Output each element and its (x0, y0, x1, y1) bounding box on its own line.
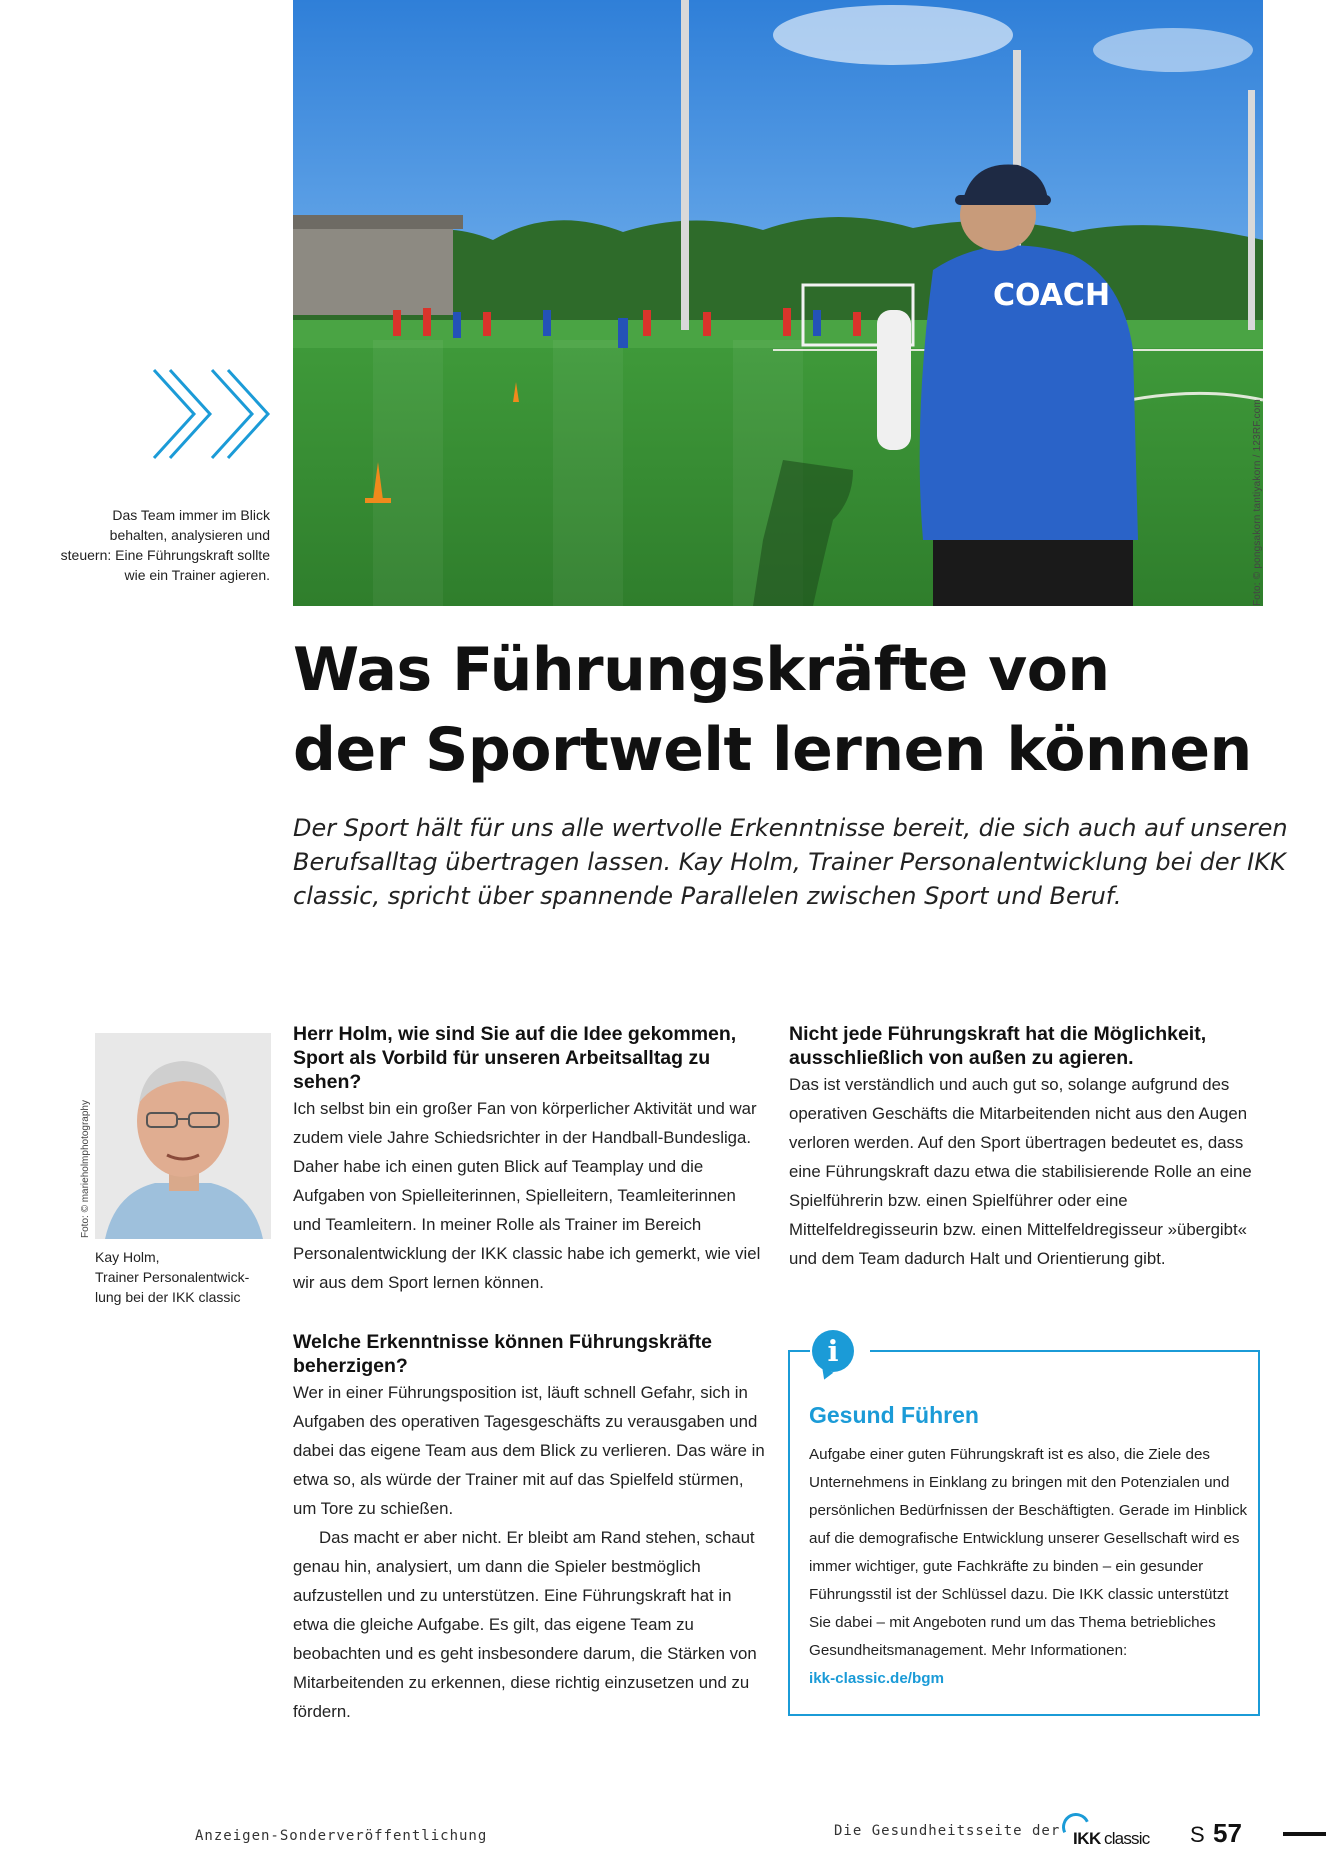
portrait-caption (95, 1247, 275, 1307)
interview-block-2 (293, 1330, 767, 1726)
ikk-logo-light: classic (1104, 1829, 1150, 1848)
answer-2-paragraph-1: Wer in einer Führungsposition ist, läuft schnell Gefahr, sich in Aufgaben des operativen Tagesgeschäfts zu verausgaben und dabei das eigene Team aus dem Blick zu verlieren. Das wäre in etwa so, als würde der Trainer mit auf das Spielfeld stürmen, um Tore zu schießen. (293, 1383, 765, 1518)
answer-1: Ich selbst bin ein großer Fan von körperlicher Aktivität und war zudem viele Jahre Schiedsrichter in der Handball-Bundesliga. Daher habe ich einen guten Blick auf Teamplay und die Aufgaben von Spielleiterinnen, Spielleitern, Teamleiterinnen und Teamleitern. In meiner Rolle als Trainer im Bereich Personalentwicklung der IKK classic habe ich gemerkt, wie viel wir aus dem Sport lernen können. (293, 1099, 761, 1292)
footer-label-right: Die Gesundheitsseite der (834, 1823, 1061, 1839)
hero-caption: Das Team immer im Blick behalten, analysieren und steuern: Eine Führungskraft sollte wie ein Trainer agieren. (60, 507, 270, 583)
page-number: 57 (1213, 1818, 1242, 1848)
info-icon: i (812, 1330, 854, 1372)
footer-label-left: Anzeigen-Sonderveröffentlichung (195, 1828, 488, 1844)
title-line-2: der Sportwelt lernen können (293, 715, 1252, 785)
question-3: Nicht jede Führungskraft hat die Möglichkeit, ausschließlich von außen zu agieren. (789, 1023, 1207, 1069)
coach-shirt-text: COACH (993, 278, 1111, 313)
portrait-caption-role-2: lung bei der IKK classic (95, 1289, 241, 1305)
portrait-photo (95, 1033, 271, 1239)
answer-3: Das ist verständlich und auch gut so, solange aufgrund des operativen Geschäfts die Mitarbeitenden nicht aus den Augen verloren werden. Auf den Sport übertragen bedeutet es, dass eine Führungskraft dazu etwa die stabilisierende Rolle an eine Spielführerin bzw. einen Spielführer oder eine Mittelfeldregisseurin bzw. einen Mittelfeldregisseur »übergibt« und dem Team dadurch Halt und Orientierung gibt. (789, 1075, 1252, 1268)
hero-photo (293, 0, 1263, 606)
title-line-1: Was Führungskräfte von (293, 635, 1110, 705)
chevron-double-icon (150, 368, 275, 460)
hero-photo-credit: Foto: © pongsakorn tantiyakorn / 123RF.com (1252, 399, 1263, 606)
article-lead: Der Sport hält für uns alle wertvolle Erkenntnisse bereit, die sich auch auf unseren Berufsalltag übertragen lassen. Kay Holm, Trainer Personalentwicklung bei der IKK classic, spricht über spannende Parallelen zwischen Sport und Beruf. (293, 814, 1288, 910)
info-box-title: Gesund Führen (809, 1402, 979, 1428)
page-rule (1283, 1832, 1326, 1836)
question-2: Welche Erkenntnisse können Führungskräfte beherzigen? (293, 1331, 712, 1377)
info-box-text (809, 1441, 1249, 1693)
portrait-photo-credit: Foto: © marieholmphotography (80, 1100, 91, 1238)
question-1: Herr Holm, wie sind Sie auf die Idee gekommen, Sport als Vorbild für unseren Arbeitsalltag zu sehen? (293, 1023, 737, 1093)
article-title (293, 630, 1293, 790)
interview-block-3 (789, 1022, 1263, 1273)
portrait-caption-role-1: Trainer Personalentwick- (95, 1269, 250, 1285)
interview-block-1 (293, 1022, 767, 1297)
info-box-link[interactable]: ikk-classic.de/bgm (809, 1670, 945, 1687)
page-prefix: S (1190, 1822, 1205, 1847)
answer-2-paragraph-2: Das macht er aber nicht. Er bleibt am Rand stehen, schaut genau hin, analysiert, um dann die Spieler bestmöglich aufzustellen und zu unterstützen. Eine Führungskraft hat in etwa die gleiche Aufgabe. Es gilt, das eigene Team zu beobachten und es geht insbesondere darum, die Stärken von Mitarbeitenden zu erkennen, diese richtig einzusetzen und zu fördern. (293, 1528, 757, 1721)
ikk-logo-bold: IKK (1073, 1829, 1101, 1848)
portrait-caption-name: Kay Holm, (95, 1249, 160, 1265)
info-box-body: Aufgabe einer guten Führungskraft ist es also, die Ziele des Unternehmens in Einklang zu bringen mit den Potenzialen und persönlichen Bedürfnissen der Beschäftigten. Gerade im Hinblick auf die demografische Entwicklung unserer Gesellschaft wird es immer wichtiger, gute Fachkräfte zu binden – ein gesunder Führungsstil ist der Schlüssel dazu. Die IKK classic unterstützt Sie dabei – mit Angeboten rund um das Thema betriebliches Gesundheitsmanagement. Mehr Informationen: (809, 1446, 1248, 1659)
